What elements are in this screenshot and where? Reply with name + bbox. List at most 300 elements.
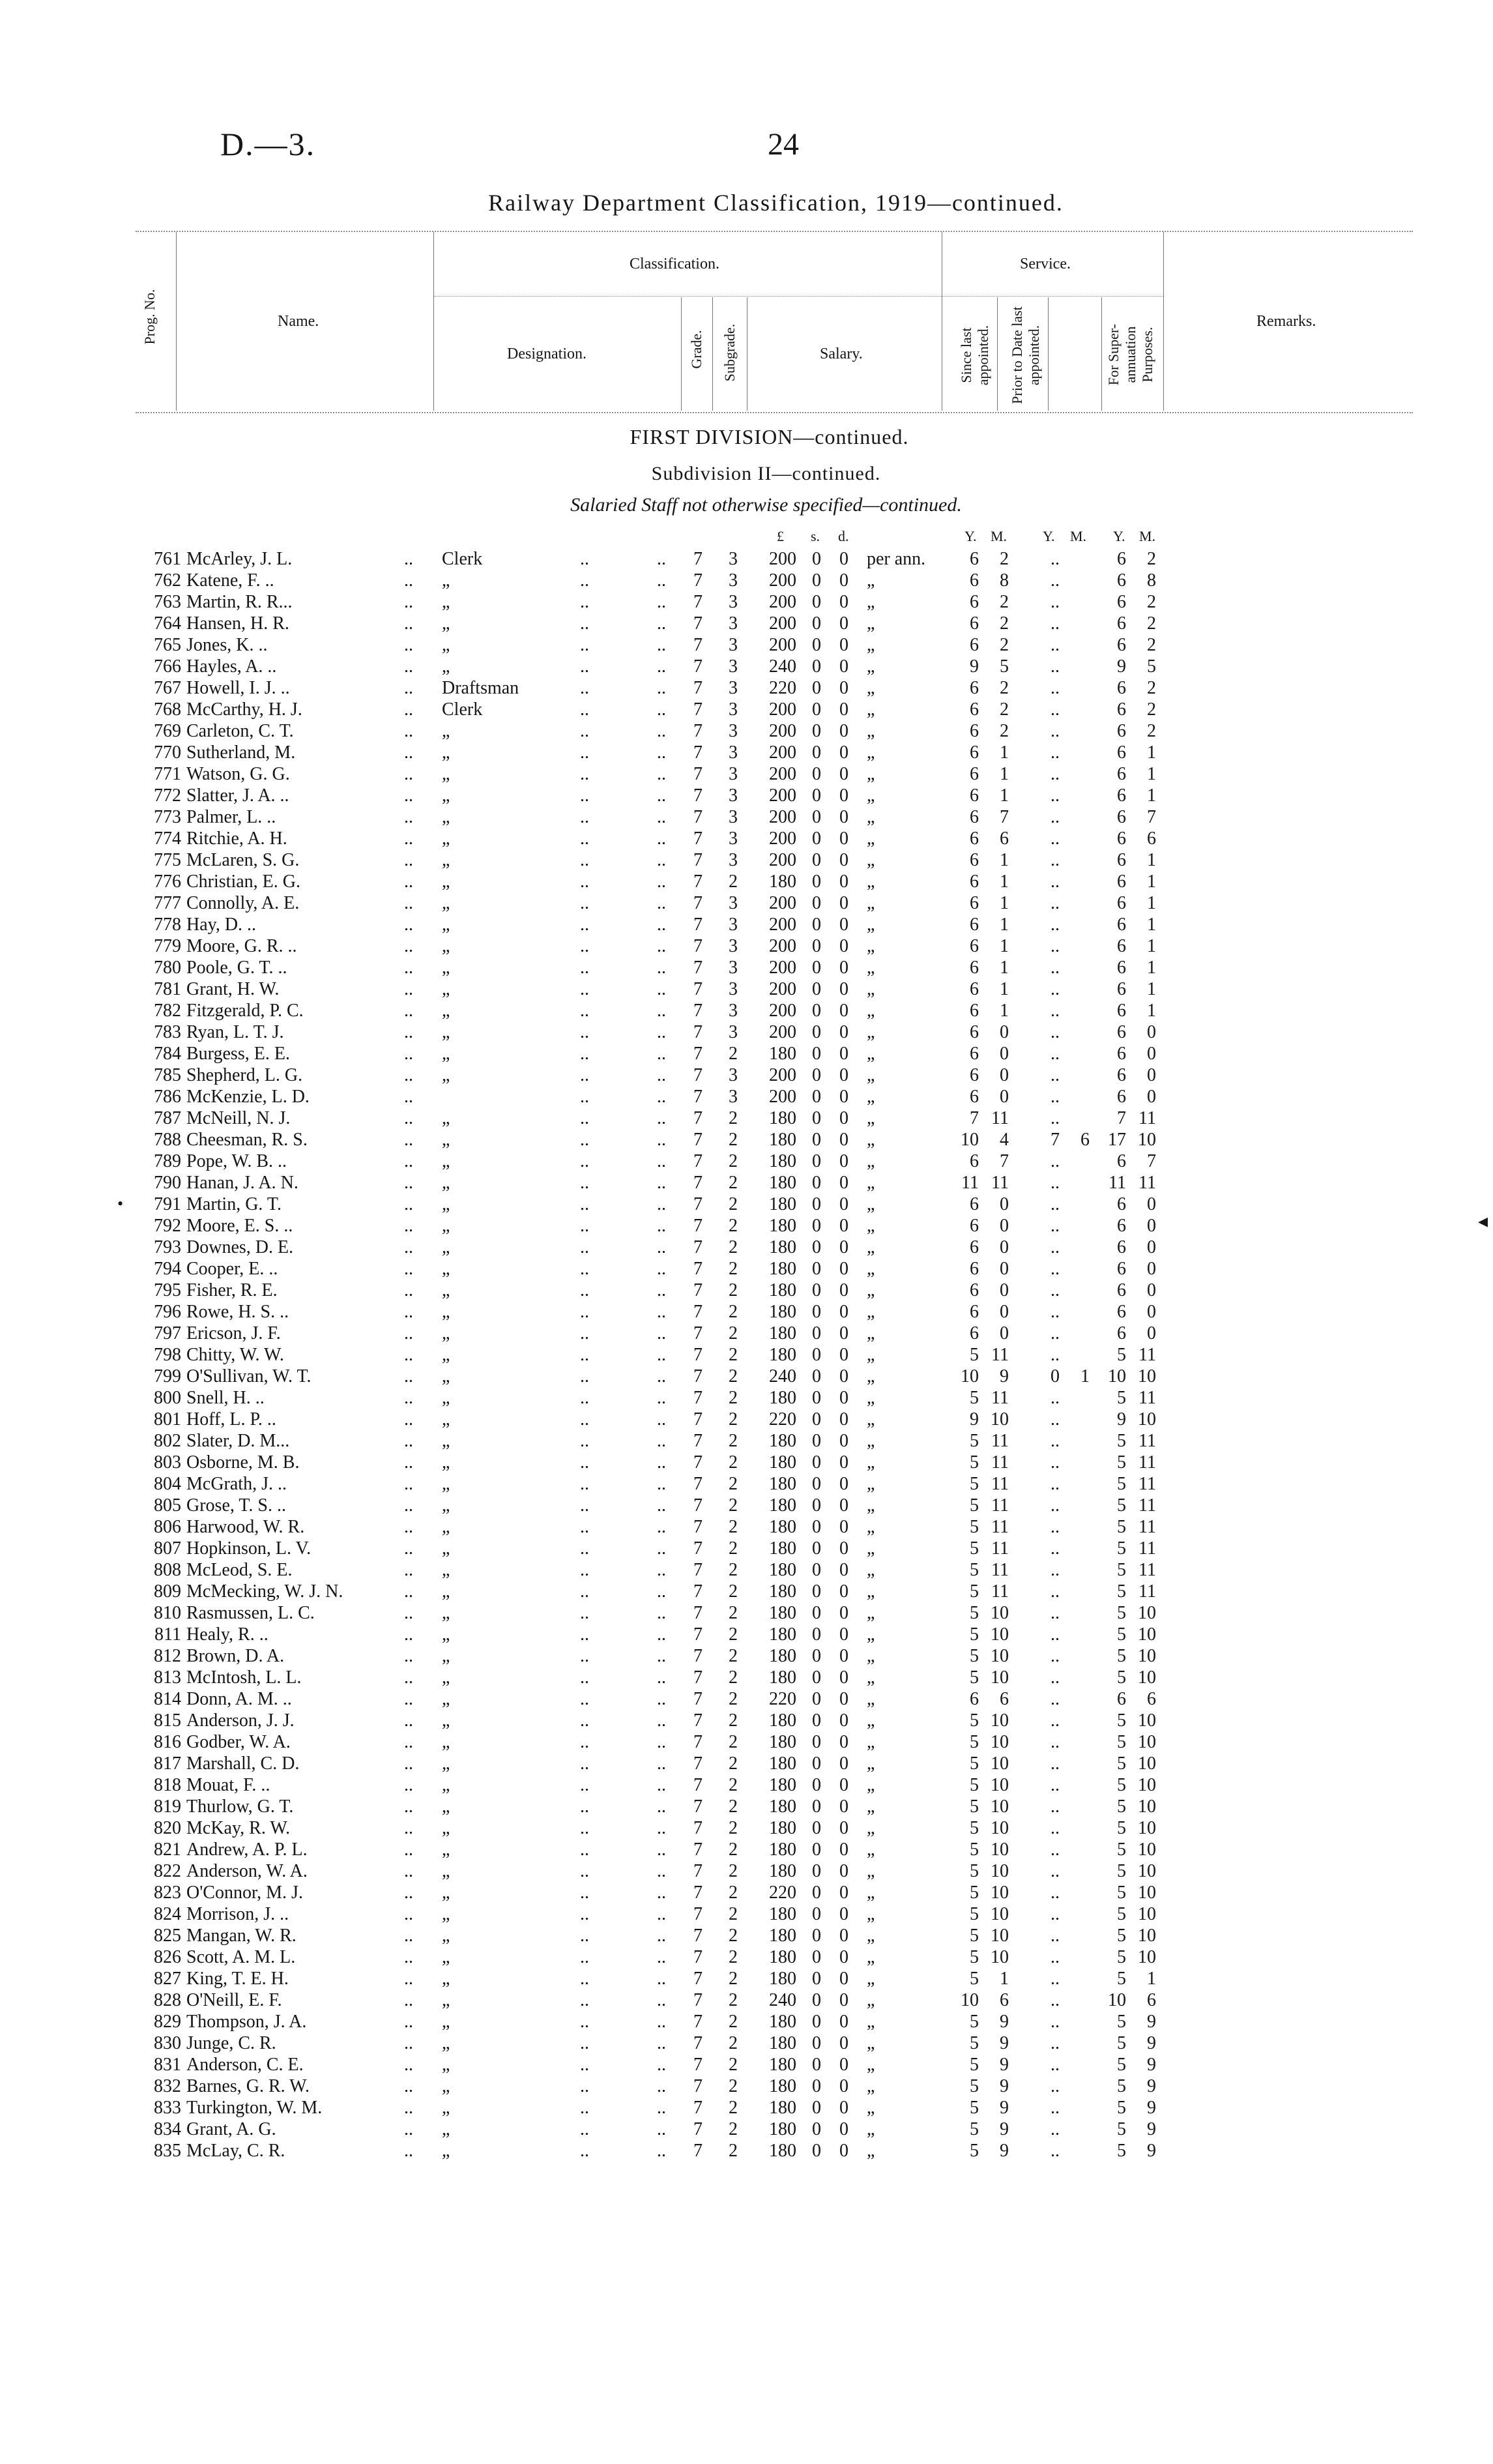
subgrade: 3	[729, 829, 738, 849]
since-months: 1	[1000, 764, 1009, 784]
salary-period: „	[867, 936, 875, 956]
prior-years: ..	[1051, 1732, 1060, 1752]
staff-name: O'Neill, E. F.	[186, 1990, 282, 2010]
table-row	[0, 828, 1493, 849]
since-years: 6	[970, 1237, 979, 1257]
staff-name: Katene, F. ..	[186, 570, 274, 591]
col-prior-to-date: Prior to Date last appointed.	[1009, 306, 1042, 404]
salary-pence: 0	[839, 1323, 848, 1343]
salary-period: „	[867, 872, 875, 892]
grade: 7	[693, 1495, 703, 1516]
leader-dots: ..	[404, 2098, 413, 2118]
since-years: 6	[970, 979, 979, 999]
super-months: 10	[1138, 1603, 1156, 1623]
salary-pounds: 180	[769, 2055, 796, 2075]
salary-pounds: 240	[769, 1990, 796, 2010]
super-months: 11	[1138, 1108, 1156, 1128]
super-years: 5	[1117, 1495, 1126, 1516]
salary-period: „	[867, 1474, 875, 1494]
prior-years: ..	[1051, 678, 1060, 698]
subgrade: 2	[729, 1151, 738, 1171]
since-years: 5	[970, 2098, 979, 2118]
staff-name: O'Sullivan, W. T.	[186, 1366, 312, 1386]
salary-shillings: 0	[812, 1753, 821, 1774]
leader-dots: ..	[657, 807, 666, 827]
since-months: 9	[1000, 2098, 1009, 2118]
prior-years: ..	[1051, 699, 1060, 720]
leader-dots: ..	[657, 1001, 666, 1021]
leader-dots: ..	[580, 1969, 589, 1989]
subgrade: 2	[729, 1710, 738, 1731]
designation: „	[442, 764, 450, 784]
leader-dots: ..	[404, 1022, 413, 1042]
designation: „	[442, 1797, 450, 1817]
salary-period: „	[867, 1947, 875, 1967]
leader-dots: ..	[404, 2141, 413, 2161]
unit-months-prior: M.	[1070, 528, 1087, 544]
super-years: 6	[1117, 850, 1126, 870]
leader-dots: ..	[580, 1237, 589, 1257]
table-row	[0, 1215, 1493, 1237]
salary-period: „	[867, 785, 875, 806]
staff-name: McKay, R. W.	[186, 1818, 291, 1838]
since-years: 5	[970, 2119, 979, 2139]
prog-no: 800	[154, 1388, 181, 1408]
subgrade: 2	[729, 1904, 738, 1924]
leader-dots: ..	[580, 1001, 589, 1021]
leader-dots: ..	[657, 699, 666, 720]
grade: 7	[693, 785, 703, 806]
leader-dots: ..	[580, 1732, 589, 1752]
table-row	[0, 1043, 1493, 1064]
table-row	[0, 871, 1493, 892]
salary-shillings: 0	[812, 1538, 821, 1559]
salary-shillings: 0	[812, 2055, 821, 2075]
salary-period: „	[867, 1173, 875, 1193]
since-years: 5	[970, 2033, 979, 2053]
since-months: 10	[991, 1603, 1009, 1623]
super-years: 9	[1117, 656, 1126, 677]
prior-years: ..	[1051, 785, 1060, 806]
leader-dots: ..	[580, 1861, 589, 1881]
leader-dots: ..	[404, 764, 413, 784]
since-months: 10	[991, 1904, 1009, 1924]
col-name: Name.	[278, 313, 319, 330]
leader-dots: ..	[580, 1517, 589, 1537]
leader-dots: ..	[404, 958, 413, 978]
salary-shillings: 0	[812, 2119, 821, 2139]
prog-no: 804	[154, 1474, 181, 1494]
prior-years: ..	[1051, 1904, 1060, 1924]
prior-years: ..	[1051, 807, 1060, 827]
salary-pence: 0	[839, 742, 848, 763]
designation: „	[442, 1538, 450, 1559]
prior-months: 1	[1080, 1366, 1090, 1386]
grade: 7	[693, 1818, 703, 1838]
leader-dots: ..	[580, 1044, 589, 1064]
leader-dots: ..	[404, 2012, 413, 2032]
super-months: 10	[1138, 1667, 1156, 1688]
salary-pence: 0	[839, 2119, 848, 2139]
leader-dots: ..	[657, 1280, 666, 1300]
salary-pence: 0	[839, 613, 848, 634]
super-months: 1	[1147, 1969, 1156, 1989]
leader-dots: ..	[657, 1840, 666, 1860]
super-years: 5	[1117, 2141, 1126, 2161]
prog-no: 828	[154, 1990, 181, 2010]
subgrade: 2	[729, 1280, 738, 1300]
subgrade: 3	[729, 742, 738, 763]
staff-name: Thompson, J. A.	[186, 2012, 307, 2032]
salary-pounds: 180	[769, 2033, 796, 2053]
salary-period: „	[867, 1710, 875, 1731]
prior-years: ..	[1051, 1883, 1060, 1903]
since-months: 11	[991, 1517, 1009, 1537]
salary-period: „	[867, 2098, 875, 2118]
grade: 7	[693, 1452, 703, 1473]
leader-dots: ..	[657, 1388, 666, 1408]
super-years: 5	[1117, 1452, 1126, 1473]
salary-pounds: 200	[769, 850, 796, 870]
designation: „	[442, 1259, 450, 1279]
super-months: 10	[1138, 1840, 1156, 1860]
leader-dots: ..	[657, 1861, 666, 1881]
super-months: 7	[1147, 807, 1156, 827]
staff-name: McKenzie, L. D.	[186, 1087, 310, 1107]
subgrade: 3	[729, 1022, 738, 1042]
grade: 7	[693, 721, 703, 741]
since-years: 10	[961, 1990, 979, 2010]
staff-name: Ritchie, A. H.	[186, 829, 287, 849]
since-years: 6	[970, 1194, 979, 1214]
prog-no: 815	[154, 1710, 181, 1731]
leader-dots: ..	[657, 549, 666, 569]
designation: „	[442, 1969, 450, 1989]
super-years: 6	[1117, 979, 1126, 999]
leader-dots: ..	[657, 829, 666, 849]
staff-name: Turkington, W. M.	[186, 2098, 323, 2118]
subgrade: 2	[729, 1538, 738, 1559]
designation: „	[442, 1173, 450, 1193]
leader-dots: ..	[404, 570, 413, 591]
staff-name: Watson, G. G.	[186, 764, 290, 784]
leader-dots: ..	[404, 1646, 413, 1666]
salary-period: „	[867, 979, 875, 999]
subgrade: 2	[729, 1323, 738, 1343]
since-years: 6	[970, 1044, 979, 1064]
staff-name: Morrison, J. ..	[186, 1904, 289, 1924]
salary-pence: 0	[839, 1603, 848, 1623]
leader-dots: ..	[580, 872, 589, 892]
prog-no: 799	[154, 1366, 181, 1386]
super-months: 10	[1138, 1818, 1156, 1838]
salary-pounds: 180	[769, 2141, 796, 2161]
salary-pounds: 180	[769, 1775, 796, 1795]
salary-period: „	[867, 1732, 875, 1752]
salary-shillings: 0	[812, 936, 821, 956]
designation: „	[442, 2076, 450, 2096]
subgrade: 3	[729, 807, 738, 827]
since-years: 5	[970, 1904, 979, 1924]
leader-dots: ..	[580, 979, 589, 999]
salary-shillings: 0	[812, 1883, 821, 1903]
since-months: 11	[991, 1474, 1009, 1494]
salary-period: „	[867, 1883, 875, 1903]
table-row	[0, 720, 1493, 742]
leader-dots: ..	[657, 1646, 666, 1666]
prior-years: ..	[1051, 570, 1060, 591]
leader-dots: ..	[580, 2033, 589, 2053]
super-years: 5	[1117, 2076, 1126, 2096]
salary-shillings: 0	[812, 699, 821, 720]
salary-period: „	[867, 958, 875, 978]
prog-no: 827	[154, 1969, 181, 1989]
grade: 7	[693, 549, 703, 569]
leader-dots: ..	[580, 592, 589, 612]
salary-shillings: 0	[812, 893, 821, 913]
since-years: 5	[970, 1646, 979, 1666]
leader-dots: ..	[580, 936, 589, 956]
grade: 7	[693, 2012, 703, 2032]
super-years: 6	[1117, 1302, 1126, 1322]
col-prog-no: Prog. No.	[141, 289, 158, 345]
designation: „	[442, 1323, 450, 1343]
salary-pence: 0	[839, 1194, 848, 1214]
since-years: 6	[970, 1302, 979, 1322]
grade: 7	[693, 1001, 703, 1021]
salary-pounds: 180	[769, 1044, 796, 1064]
unit-pound: £	[777, 528, 784, 544]
since-months: 2	[1000, 678, 1009, 698]
staff-name: McLaren, S. G.	[186, 850, 300, 870]
super-months: 6	[1147, 1689, 1156, 1709]
salary-pounds: 200	[769, 1022, 796, 1042]
super-years: 5	[1117, 2033, 1126, 2053]
table-row	[0, 1860, 1493, 1882]
salary-period: „	[867, 656, 875, 677]
salary-period: „	[867, 721, 875, 741]
leader-dots: ..	[404, 1194, 413, 1214]
super-years: 6	[1117, 1001, 1126, 1021]
prior-years: ..	[1051, 1087, 1060, 1107]
prog-no: 805	[154, 1495, 181, 1516]
prior-years: 0	[1051, 1366, 1060, 1386]
subgrade: 3	[729, 1065, 738, 1085]
leader-dots: ..	[580, 1280, 589, 1300]
since-months: 10	[991, 1797, 1009, 1817]
grade: 7	[693, 1108, 703, 1128]
super-years: 6	[1117, 785, 1126, 806]
staff-name: Ryan, L. T. J.	[186, 1022, 284, 1042]
salary-shillings: 0	[812, 958, 821, 978]
super-months: 0	[1147, 1022, 1156, 1042]
salary-pence: 0	[839, 1366, 848, 1386]
leader-dots: ..	[404, 1710, 413, 1731]
staff-name: Pope, W. B. ..	[186, 1151, 287, 1171]
salary-shillings: 0	[812, 1151, 821, 1171]
since-months: 0	[1000, 1087, 1009, 1107]
grade: 7	[693, 1775, 703, 1795]
salary-period: „	[867, 678, 875, 698]
subgrade: 3	[729, 764, 738, 784]
salary-period: „	[867, 1603, 875, 1623]
table-row	[0, 763, 1493, 785]
designation: „	[442, 1345, 450, 1365]
prog-no: 802	[154, 1431, 181, 1451]
salary-period: „	[867, 1259, 875, 1279]
salary-pounds: 180	[769, 1904, 796, 1924]
super-months: 1	[1147, 872, 1156, 892]
salary-pence: 0	[839, 1044, 848, 1064]
salary-shillings: 0	[812, 850, 821, 870]
super-months: 10	[1138, 1926, 1156, 1946]
prog-no: 829	[154, 2012, 181, 2032]
grade: 7	[693, 1538, 703, 1559]
salary-shillings: 0	[812, 1388, 821, 1408]
table-body	[0, 548, 1493, 2162]
salary-shillings: 0	[812, 1173, 821, 1193]
salary-pounds: 200	[769, 1065, 796, 1085]
since-months: 0	[1000, 1280, 1009, 1300]
super-years: 5	[1117, 1474, 1126, 1494]
staff-name: Carleton, C. T.	[186, 721, 294, 741]
leader-dots: ..	[580, 699, 589, 720]
prior-years: ..	[1051, 1409, 1060, 1430]
salary-shillings: 0	[812, 1409, 821, 1430]
super-years: 6	[1117, 1689, 1126, 1709]
leader-dots: ..	[657, 1689, 666, 1709]
leader-dots: ..	[404, 1280, 413, 1300]
designation: „	[442, 1022, 450, 1042]
table-row	[0, 1516, 1493, 1538]
salary-shillings: 0	[812, 1926, 821, 1946]
since-months: 10	[991, 1646, 1009, 1666]
since-months: 9	[1000, 2119, 1009, 2139]
salary-pounds: 180	[769, 1302, 796, 1322]
salary-shillings: 0	[812, 549, 821, 569]
salary-shillings: 0	[812, 1990, 821, 2010]
salary-shillings: 0	[812, 1904, 821, 1924]
grade: 7	[693, 2076, 703, 2096]
prog-no: 772	[154, 785, 181, 806]
subgrade: 2	[729, 1259, 738, 1279]
grade: 7	[693, 1603, 703, 1623]
grade: 7	[693, 1517, 703, 1537]
designation: „	[442, 1280, 450, 1300]
staff-name: Grose, T. S. ..	[186, 1495, 286, 1516]
grade: 7	[693, 613, 703, 634]
staff-name: McCarthy, H. J.	[186, 699, 302, 720]
leader-dots: ..	[657, 1474, 666, 1494]
leader-dots: ..	[404, 721, 413, 741]
prog-no: 809	[154, 1581, 181, 1602]
prior-years: ..	[1051, 2033, 1060, 2053]
salary-pence: 0	[839, 635, 848, 655]
leader-dots: ..	[657, 613, 666, 634]
prog-no: 794	[154, 1259, 181, 1279]
salary-pence: 0	[839, 2076, 848, 2096]
prior-years: ..	[1051, 1947, 1060, 1967]
super-months: 9	[1147, 2076, 1156, 2096]
salary-period: „	[867, 1646, 875, 1666]
leader-dots: ..	[657, 1753, 666, 1774]
salary-pence: 0	[839, 2012, 848, 2032]
grade: 7	[693, 1624, 703, 1645]
grade: 7	[693, 915, 703, 935]
since-months: 0	[1000, 1216, 1009, 1236]
staff-name: Connolly, A. E.	[186, 893, 300, 913]
leader-dots: ..	[404, 1237, 413, 1257]
leader-dots: ..	[657, 1173, 666, 1193]
salary-shillings: 0	[812, 656, 821, 677]
since-months: 11	[991, 1452, 1009, 1473]
salary-pence: 0	[839, 570, 848, 591]
leader-dots: ..	[657, 1194, 666, 1214]
salary-shillings: 0	[812, 1947, 821, 1967]
super-years: 6	[1117, 1323, 1126, 1343]
margin-dot: •	[117, 1194, 124, 1213]
salary-pence: 0	[839, 1259, 848, 1279]
designation: „	[442, 2098, 450, 2118]
salary-shillings: 0	[812, 592, 821, 612]
prior-years: ..	[1051, 850, 1060, 870]
prog-no: 814	[154, 1689, 181, 1709]
since-years: 6	[970, 721, 979, 741]
salary-pounds: 180	[769, 1194, 796, 1214]
leader-dots: ..	[404, 699, 413, 720]
salary-period: „	[867, 850, 875, 870]
since-months: 10	[991, 1667, 1009, 1688]
salary-period: „	[867, 1452, 875, 1473]
leader-dots: ..	[657, 850, 666, 870]
since-years: 5	[970, 1495, 979, 1516]
super-years: 6	[1117, 893, 1126, 913]
leader-dots: ..	[404, 1388, 413, 1408]
salary-period: „	[867, 2141, 875, 2161]
salary-pence: 0	[839, 1926, 848, 1946]
grade: 7	[693, 1710, 703, 1731]
table-row	[0, 1409, 1493, 1430]
super-months: 1	[1147, 893, 1156, 913]
designation: Draftsman	[442, 678, 519, 698]
table-row	[0, 1882, 1493, 1903]
super-years: 5	[1117, 1904, 1126, 1924]
salary-pence: 0	[839, 1388, 848, 1408]
salary-pounds: 220	[769, 1689, 796, 1709]
grade: 7	[693, 656, 703, 677]
salary-pence: 0	[839, 678, 848, 698]
super-years: 5	[1117, 1431, 1126, 1451]
subgrade: 2	[729, 1990, 738, 2010]
salary-pounds: 180	[769, 1173, 796, 1193]
prior-years: ..	[1051, 1151, 1060, 1171]
grade: 7	[693, 742, 703, 763]
subgrade: 2	[729, 1495, 738, 1516]
salary-shillings: 0	[812, 2141, 821, 2161]
salary-period: „	[867, 893, 875, 913]
prog-no: 795	[154, 1280, 181, 1300]
super-months: 11	[1138, 1431, 1156, 1451]
subgrade: 2	[729, 1883, 738, 1903]
staff-name: McGrath, J. ..	[186, 1474, 287, 1494]
grade: 7	[693, 1883, 703, 1903]
staff-name: Poole, G. T. ..	[186, 958, 287, 978]
since-months: 1	[1000, 872, 1009, 892]
grade: 7	[693, 1990, 703, 2010]
prog-no: 763	[154, 592, 181, 612]
grade: 7	[693, 958, 703, 978]
prog-no: 812	[154, 1646, 181, 1666]
